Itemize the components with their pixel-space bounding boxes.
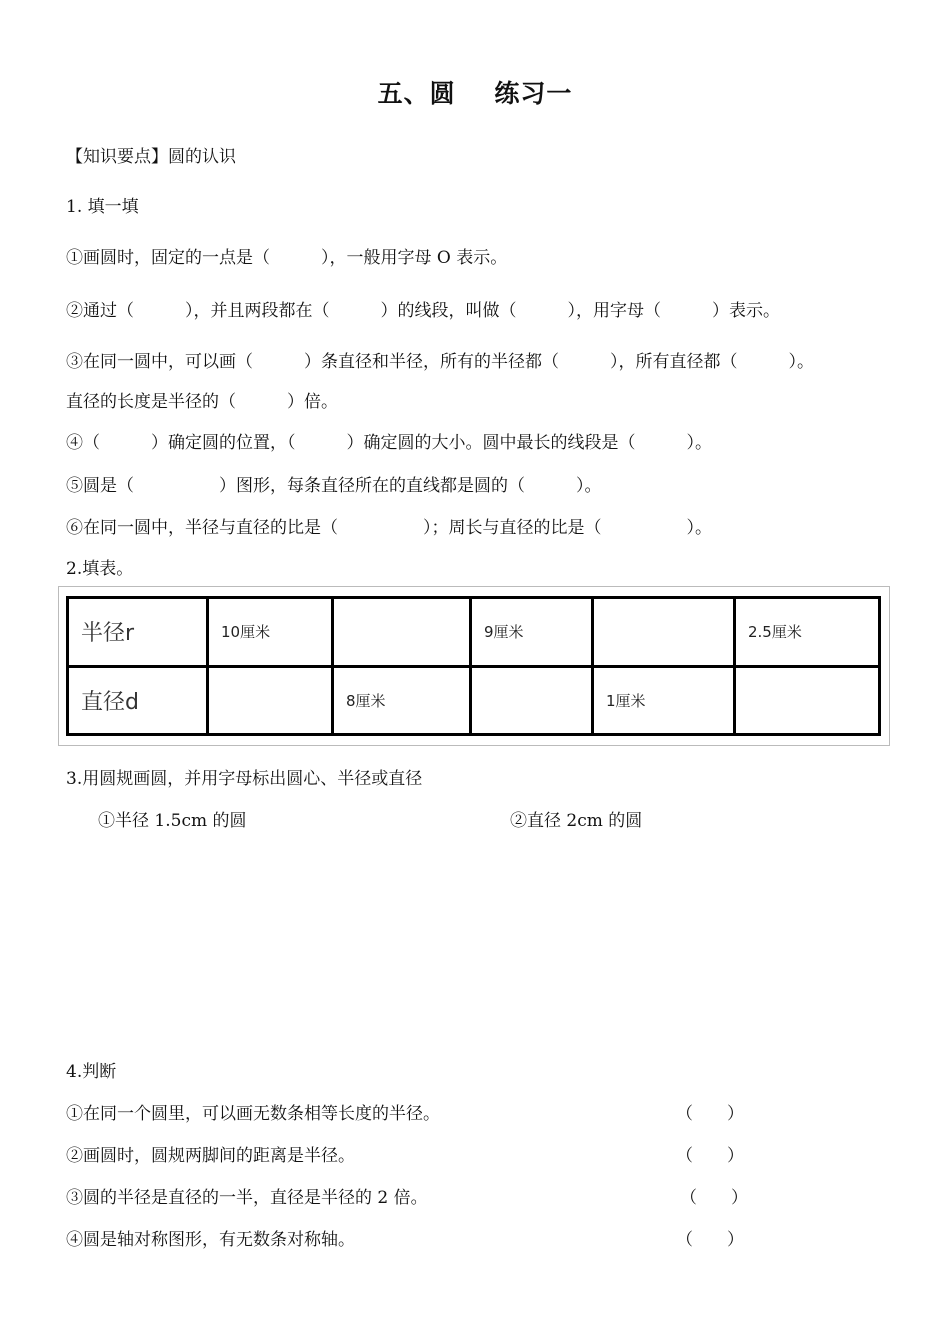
fill-item-4: ④（ ）确定圆的位置，（ ）确定圆的大小。圆中最长的线段是（ ）。 <box>66 433 712 453</box>
table-cell: 1厘米 <box>593 666 735 735</box>
answer-bracket: （ ） <box>676 1146 744 1166</box>
answer-bracket: （ ） <box>680 1188 748 1208</box>
table-cell: 半径r <box>68 598 208 667</box>
fill-item-3: ③在同一圆中，可以画（ ）条直径和半径，所有的半径都（ ），所有直径都（ ）。 <box>66 352 814 372</box>
section3-heading: 3.用圆规画圆，并用字母标出圆心、半径或直径 <box>66 769 423 789</box>
section1-heading: 1. 填一填 <box>66 197 139 217</box>
fill-item-2: ②通过（ ），并且两段都在（ ）的线段，叫做（ ），用字母（ ）表示。 <box>66 301 780 321</box>
judge-item-4: ④圆是轴对称图形，有无数条对称轴。 <box>66 1230 355 1250</box>
answer-bracket: （ ） <box>676 1230 744 1250</box>
table-cell <box>471 666 593 735</box>
knowledge-heading: 【知识要点】圆的认识 <box>66 147 236 167</box>
judge-item-2: ②画圆时，圆规两脚间的距离是半径。 <box>66 1146 355 1166</box>
fill-table <box>66 596 881 736</box>
table-row-diameter <box>68 666 880 735</box>
fill-item-1: ①画圆时，固定的一点是（ ），一般用字母 O 表示。 <box>66 248 508 268</box>
section4-heading: 4.判断 <box>66 1062 117 1082</box>
table-cell <box>333 598 471 667</box>
draw-task-1: ①半径 1.5cm 的圆 <box>98 811 247 831</box>
judge-item-1: ①在同一个圆里，可以画无数条相等长度的半径。 <box>66 1104 440 1124</box>
table-cell: 9厘米 <box>471 598 593 667</box>
table-cell <box>735 666 880 735</box>
table-cell: 2.5厘米 <box>735 598 880 667</box>
table-cell: 10厘米 <box>208 598 333 667</box>
table-cell <box>593 598 735 667</box>
table-row-radius <box>68 598 880 667</box>
page-title: 五、圆 练习一 <box>377 79 573 108</box>
draw-task-2: ②直径 2cm 的圆 <box>510 811 643 831</box>
fill-item-5: ⑤圆是（ ）图形，每条直径所在的直线都是圆的（ ）。 <box>66 476 602 496</box>
judge-item-3: ③圆的半径是直径的一半，直径是半径的 2 倍。 <box>66 1188 428 1208</box>
table-cell: 直径d <box>68 666 208 735</box>
section2-heading: 2.填表。 <box>66 559 134 579</box>
table-cell <box>208 666 333 735</box>
fill-item-6: ⑥在同一圆中，半径与直径的比是（ ）；周长与直径的比是（ ）。 <box>66 518 712 538</box>
fill-item-3-cont: 直径的长度是半径的（ ）倍。 <box>66 392 338 412</box>
answer-bracket: （ ） <box>676 1104 744 1124</box>
table-cell: 8厘米 <box>333 666 471 735</box>
